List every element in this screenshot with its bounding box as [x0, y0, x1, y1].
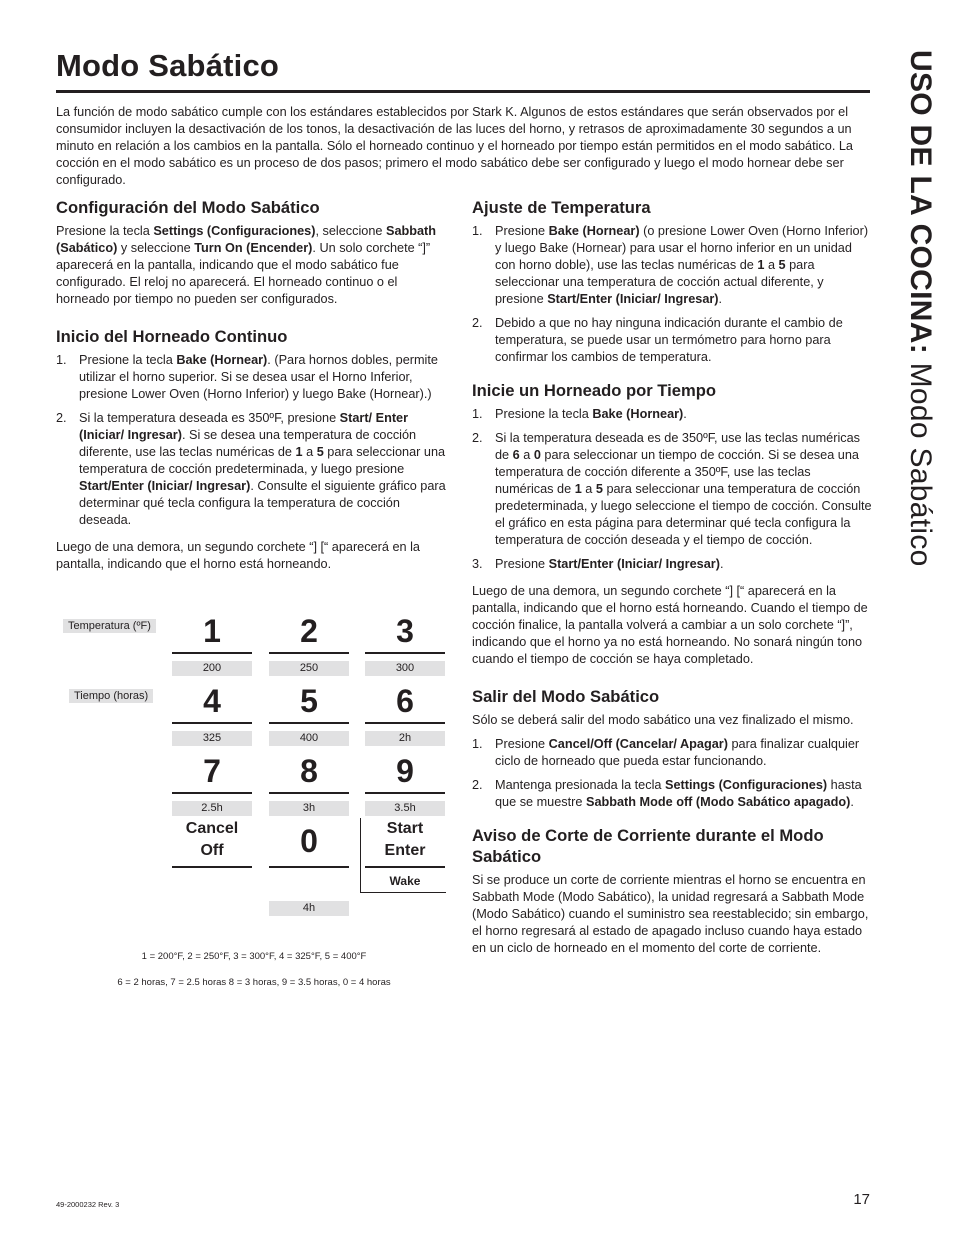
- key-3-value: 300: [365, 661, 445, 676]
- wake-label: Wake: [389, 874, 421, 888]
- ajuste-steps: [472, 223, 872, 366]
- key-cancel-off: Cancel Off: [172, 818, 252, 868]
- list-item: 2. Mantenga presionada la tecla Settings (Configuraciones) hasta que se muestre Sabbath Mode off (Modo Sabático apagado).: [472, 778, 862, 809]
- page-number: 17: [853, 1191, 870, 1208]
- key-4-value: 325: [172, 731, 252, 746]
- list-item: 1. Presione la tecla Bake (Hornear). (Para hornos dobles, permite utilizar el horno superior. Si se desea usar el Horno Inferior, presione Lower Oven (Horno Inferior) y luego Bake (Hornear).): [56, 353, 438, 401]
- intro-paragraph: La función de modo sabático cumple con los estándares establecidos por Stark K. Algunos de estos estándares que serán observados por el consumidor incluyen la desactivación de los tonos, la desactivación de las luces del horno, y retrasos de aproximadamente 30 segundos a un minuto en relación a los cambios en la pantalla. Sólo el horneado continuo y el horneado por tiempo están permitidos en el modo sabático. La cocción en el modo sabático es un proceso de dos pasos; primero el modo sabático debe ser configurado y luego el modo hornear debe ser configurado.: [56, 105, 853, 187]
- key-5-value: 400: [269, 731, 349, 746]
- list-item: 2. Debido a que no hay ninguna indicación durante el cambio de temperatura, se puede usar un termómetro para horno para confirmar los cambios de temperatura.: [472, 316, 843, 364]
- continuo-steps: [56, 352, 454, 529]
- tiempo-heading: Inicie un Horneado por Tiempo: [472, 381, 717, 400]
- key-8-value: 3h: [269, 801, 349, 816]
- list-item: 2. Si la temperatura deseada es de 350ºF, use las teclas numéricas de 6 a 0 para seleccionar un tiempo de cocción. Si se desea una temperatura de cocción diferente a 350ºF, use las teclas numéricas de 1 a 5 para seleccionar una temperatura de cocción predeterminada, y luego seleccione el tiempo de cocción. Consulte el gráfico en esta página para determinar qué tecla configura la temperatura de cocción deseada y el tiempo de cocción.: [472, 431, 872, 547]
- key-9: 9: [365, 750, 445, 794]
- side-tab: [880, 50, 940, 590]
- key-8: 8: [269, 750, 349, 794]
- aviso-paragraph: Si se produce un corte de corriente mientras el horno se encuentra en Sabbath Mode (Modo Sabático), la unidad regresará a Sabbath Mode (Modo Sabático) cuando el suministro sea reestablecido; sin embargo, el horno regresará al estado de apagado incluso cuando haya estado en un ciclo de horneado en el momento del corte de corriente.: [472, 873, 869, 955]
- key-7-value: 2.5h: [172, 801, 252, 816]
- label-time: Tiempo (horas): [69, 689, 153, 703]
- key-6: 6: [365, 680, 445, 724]
- title-rule: [56, 90, 870, 93]
- ajuste-heading: Ajuste de Temperatura: [472, 198, 651, 217]
- side-tab-text: [880, 50, 940, 590]
- key-5: 5: [269, 680, 349, 724]
- page-title: Modo Sabático: [56, 48, 280, 83]
- list-item: 1. Presione la tecla Bake (Hornear).: [472, 407, 687, 421]
- key-0-value: 4h: [269, 901, 349, 916]
- list-item: 1. Presione Bake (Hornear) (o presione Lower Oven (Horno Inferior) y luego Bake (Hornear) para usar el horno inferior en un unidad con horno doble), use las teclas numéricas de 1 a 5 para seleccionar una temperatura de cocción actual diferente, y presione Start/Enter (Iniciar/ Ingresar).: [472, 224, 869, 306]
- legend-time: 6 = 2 horas, 7 = 2.5 horas 8 = 3 horas, 9 = 3.5 horas, 0 = 4 horas: [117, 977, 391, 988]
- tiempo-steps: [472, 406, 872, 573]
- key-7: 7: [172, 750, 252, 794]
- salir-paragraph: Sólo se deberá salir del modo sabático una vez finalizado el mismo.: [472, 713, 854, 727]
- key-start-enter: Start Enter Wake: [365, 818, 445, 894]
- key-1: 1: [172, 610, 252, 654]
- key-9-value: 3.5h: [365, 801, 445, 816]
- right-column: [472, 197, 872, 969]
- list-item: 1. Presione Cancel/Off (Cancelar/ Apagar) para finalizar cualquier ciclo de horneado que pueda estar funcionando.: [472, 737, 860, 768]
- aviso-heading: Aviso de Corte de Corriente durante el Modo Sabático: [472, 826, 824, 866]
- key-6-value: 2h: [365, 731, 445, 746]
- list-item: 3. Presione Start/Enter (Iniciar/ Ingresar).: [472, 557, 724, 571]
- side-tab-topic: Modo Sabático: [904, 354, 937, 567]
- config-paragraph: Presione la tecla Settings (Configuraciones), seleccione Sabbath (Sabático) y seleccione Turn On (Encender). Un solo corchete “]” aparecerá en la pantalla, indicando que el modo sabático fue configurado. El reloj no aparecerá. El horneado continuo o el horneado por tiempo no pueden ser configurados.: [56, 224, 437, 306]
- label-temperature: Temperatura (ºF): [63, 619, 156, 633]
- list-item: 2. Si la temperatura deseada es 350ºF, presione Start/ Enter (Iniciar/ Ingresar). Si se desea una temperatura de cocción diferente, use las teclas numéricas de 1 a 5 para seleccionar una temperatura de cocción predeterminada, y luego presione Start/Enter (Iniciar/ Ingresar). Consulte el siguiente gráfico para determinar qué tecla configura la temperatura de cocción deseada.: [56, 411, 446, 527]
- legend-temperature: 1 = 200°F, 2 = 250°F, 3 = 300°F, 4 = 325°F, 5 = 400°F: [141, 951, 367, 962]
- config-heading: Configuración del Modo Sabático: [56, 198, 320, 217]
- key-0: 0: [269, 820, 349, 868]
- document-code: 49-2000232 Rev. 3: [56, 1200, 120, 1209]
- side-tab-section: USO DE LA COCINA:: [904, 50, 937, 354]
- salir-heading: Salir del Modo Sabático: [472, 687, 660, 706]
- left-column: [56, 197, 454, 585]
- key-3: 3: [365, 610, 445, 654]
- tiempo-after: Luego de una demora, un segundo corchete “] [“ aparecerá en la pantalla, indicando que el horno está horneando. Cuando el tiempo de cocción finalice, la pantalla volverá a cambiar a un solo corchete “]”, indicando que el horno ya no está horneando. No sonará ningún tono cuando el tiempo de cocción se haya completado.: [472, 584, 868, 666]
- key-1-value: 200: [172, 661, 252, 676]
- salir-steps: [472, 736, 872, 811]
- continuo-heading: Inicio del Horneado Continuo: [56, 327, 288, 346]
- keypad-diagram: [56, 610, 456, 1000]
- key-4: 4: [172, 680, 252, 724]
- key-2: 2: [269, 610, 349, 654]
- continuo-after: Luego de una demora, un segundo corchete “] [“ aparecerá en la pantalla, indicando que el horno está horneando.: [56, 540, 420, 571]
- key-2-value: 250: [269, 661, 349, 676]
